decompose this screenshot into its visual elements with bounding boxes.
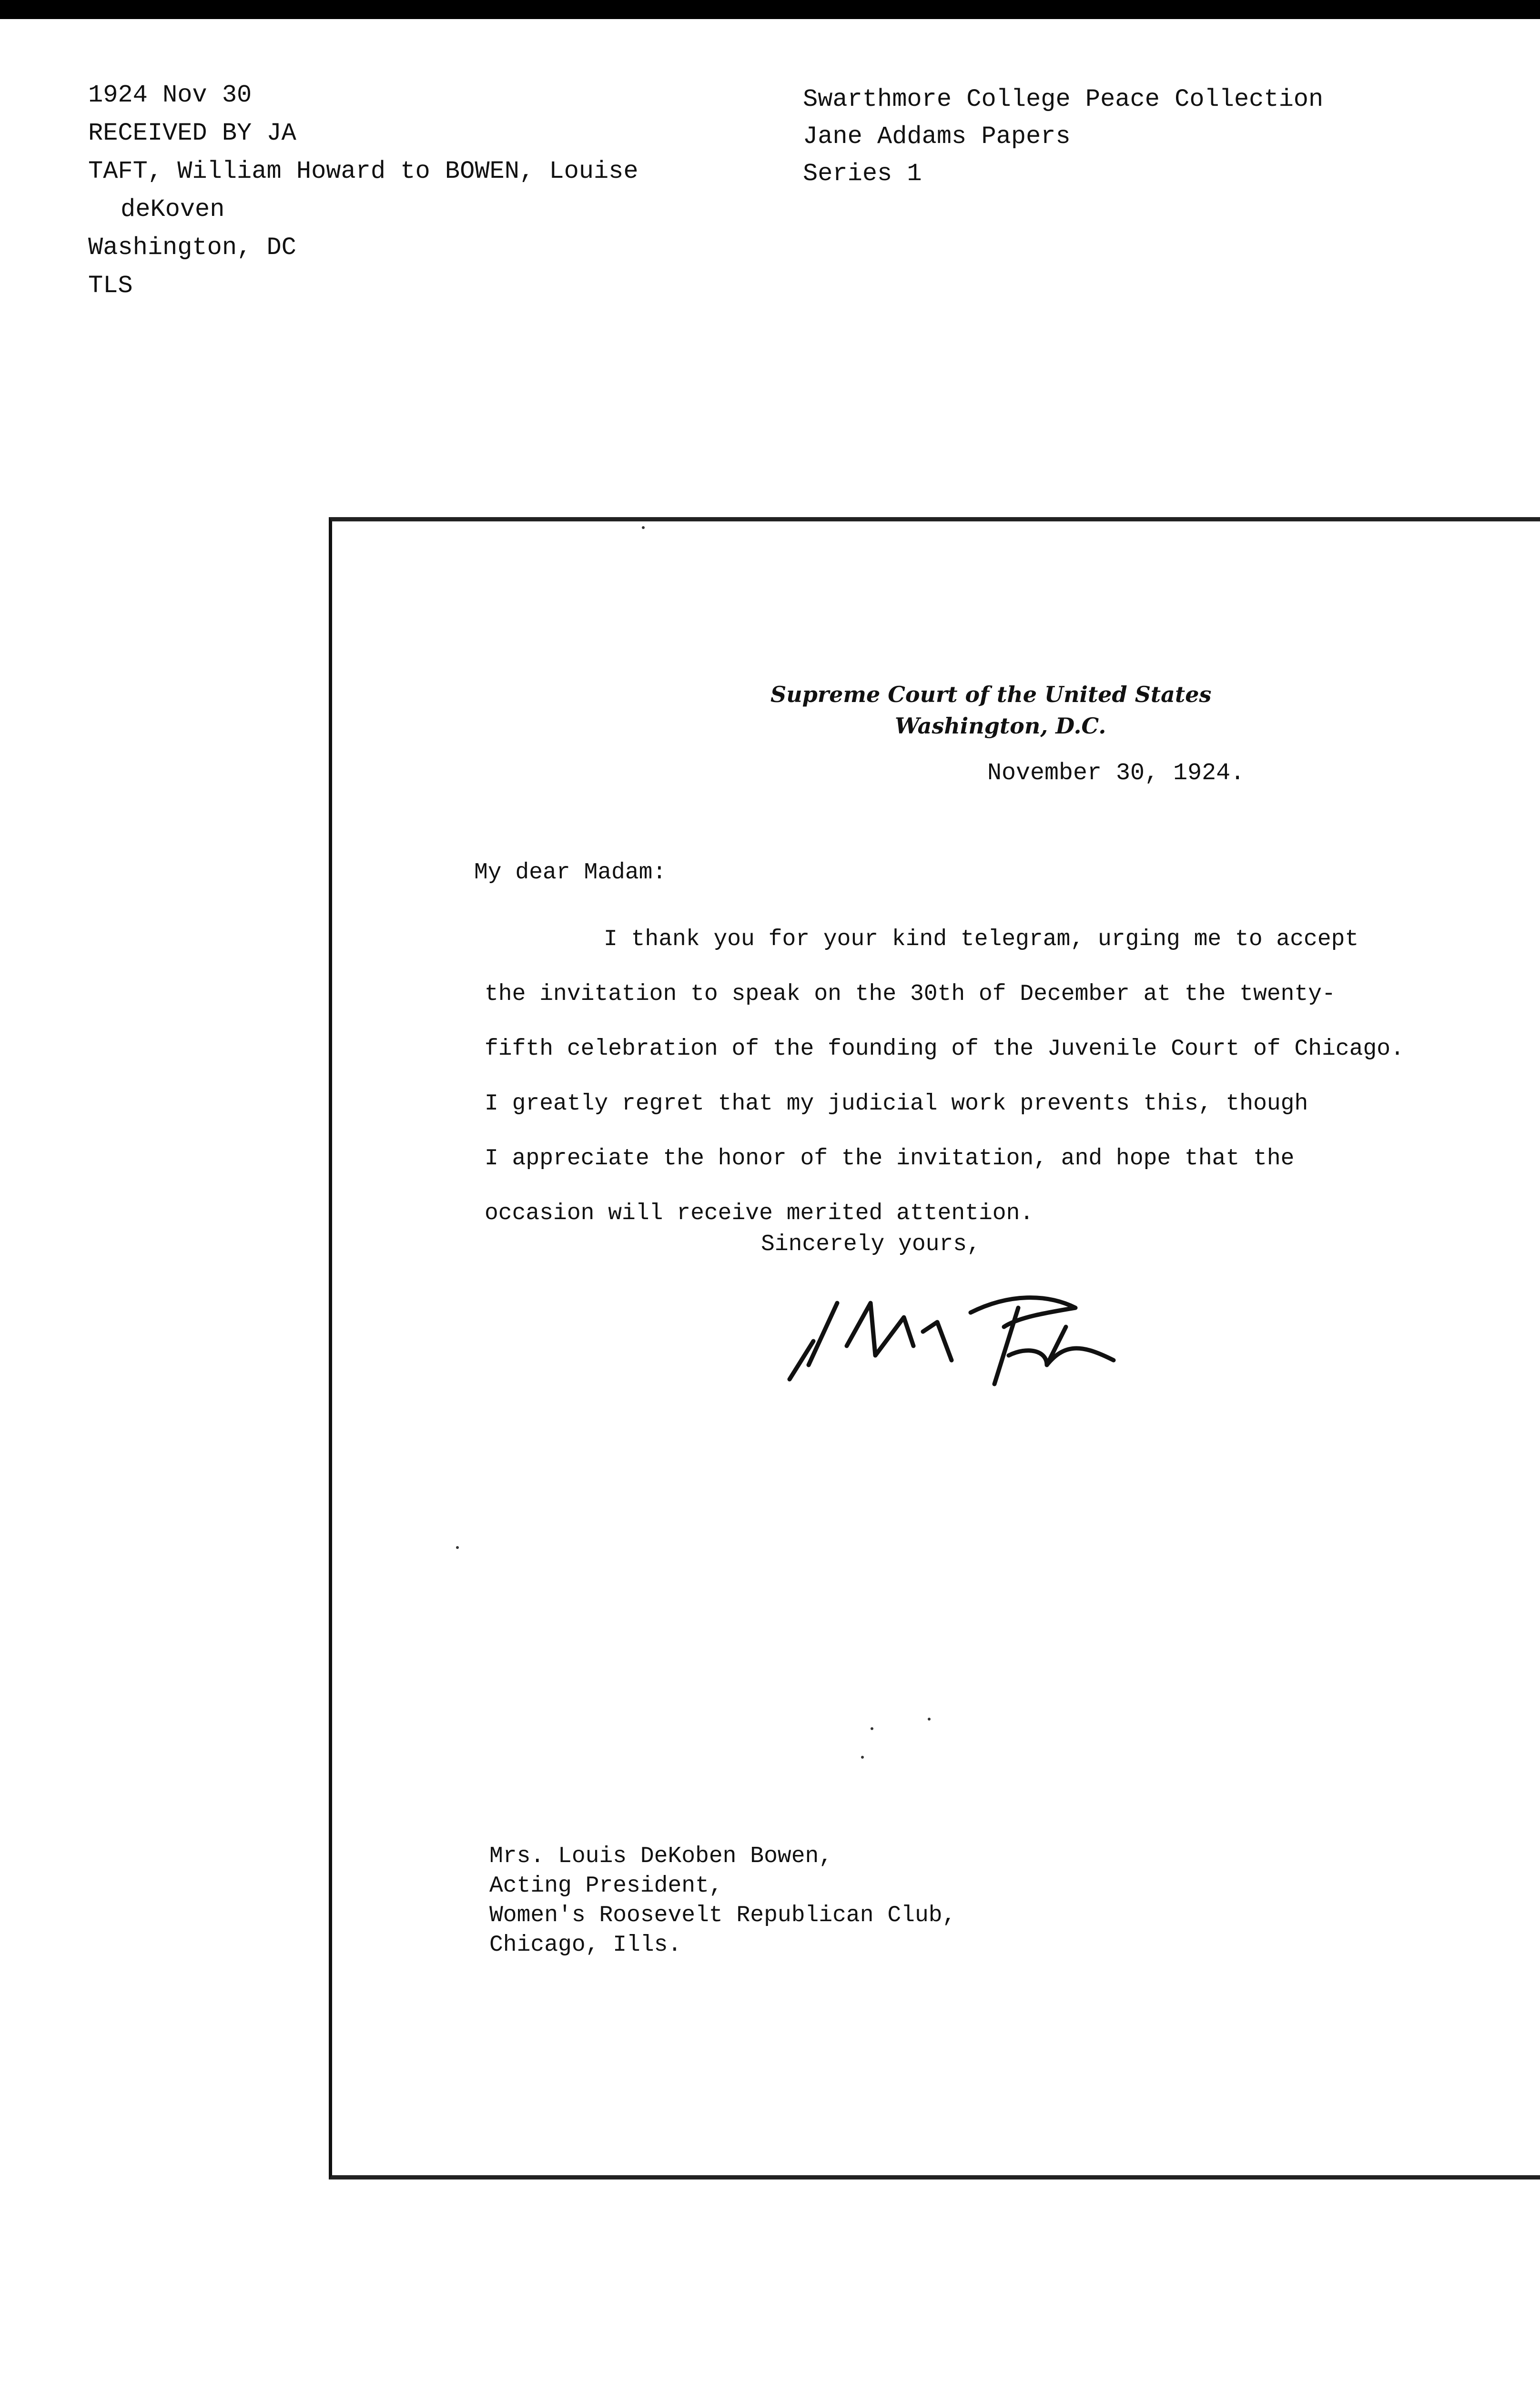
scan-speck	[642, 526, 645, 529]
address-line: Mrs. Louis DeKoben Bowen,	[489, 1843, 833, 1869]
letterhead-city: Washington, D.C.	[895, 713, 1106, 739]
handwritten-signature	[780, 1274, 1137, 1394]
letterhead	[770, 679, 1211, 742]
body-line: fifth celebration of the founding of the Juvenile Court of Chicago.	[485, 1036, 1404, 1062]
scan-speck	[928, 1718, 931, 1721]
scan-speck	[456, 1546, 459, 1549]
letter-date: November 30, 1924.	[987, 760, 1245, 787]
archive-papers: Jane Addams Papers	[803, 122, 1071, 151]
archive-metadata-right	[803, 81, 1323, 193]
body-line: occasion will receive merited attention.	[485, 1201, 1034, 1226]
address-line: Chicago, Ills.	[489, 1932, 682, 1958]
address-line: Women's Roosevelt Republican Club,	[489, 1903, 956, 1928]
archive-correspondents-cont: deKoven	[121, 195, 225, 224]
archive-collection: Swarthmore College Peace Collection	[803, 85, 1324, 113]
letter-body	[485, 912, 1533, 1241]
scanned-page	[0, 19, 1540, 2383]
archive-correspondents: TAFT, William Howard to BOWEN, Louise	[88, 157, 638, 185]
body-line: I thank you for your kind telegram, urging me to accept	[604, 927, 1359, 952]
archive-series: Series 1	[803, 160, 922, 188]
archive-received: RECEIVED BY JA	[88, 119, 296, 147]
address-line: Acting President,	[489, 1873, 723, 1899]
recipient-address	[489, 1842, 956, 1960]
scan-speck	[861, 1756, 864, 1759]
letter-sheet	[329, 517, 1540, 2179]
scan-speck	[871, 1727, 873, 1730]
archive-doc-type: TLS	[88, 272, 133, 300]
body-line: the invitation to speak on the 30th of December at the twenty-	[485, 981, 1336, 1007]
letterhead-court: Supreme Court of the United States	[770, 682, 1212, 707]
body-line: I greatly regret that my judicial work prevents this, though	[485, 1091, 1308, 1117]
archive-date: 1924 Nov 30	[88, 81, 252, 109]
archive-place: Washington, DC	[88, 234, 296, 262]
body-line: I appreciate the honor of the invitation, and hope that the	[485, 1146, 1295, 1171]
archive-metadata-left	[88, 76, 638, 305]
salutation: My dear Madam:	[474, 860, 667, 886]
closing: Sincerely yours,	[761, 1232, 981, 1257]
